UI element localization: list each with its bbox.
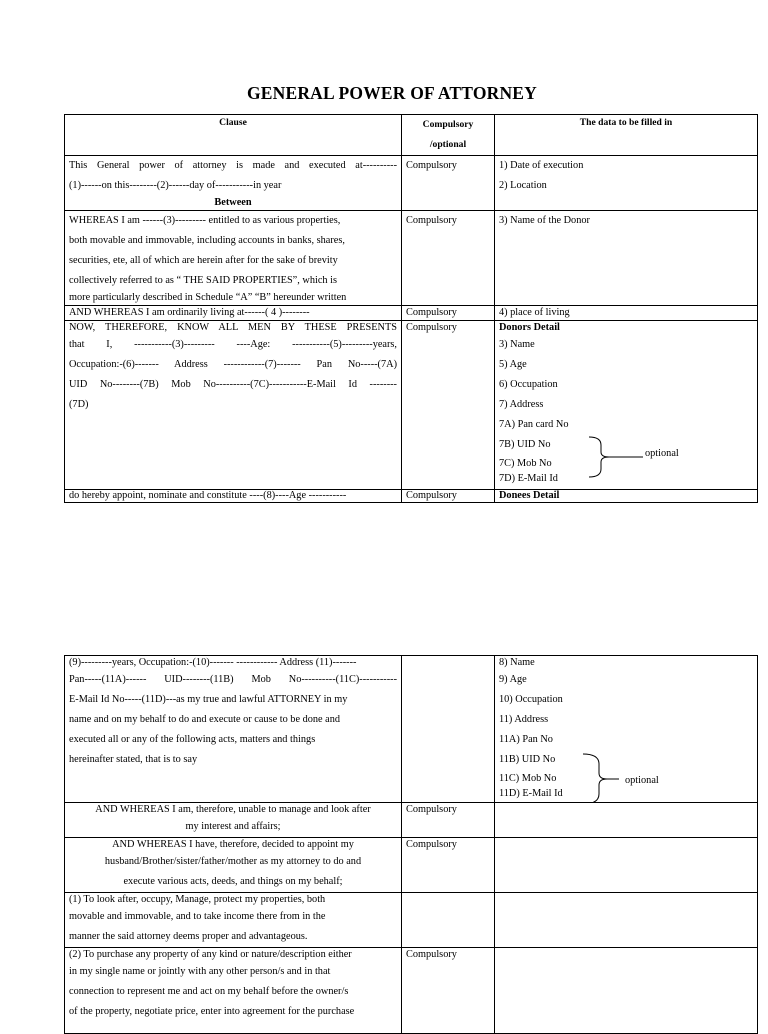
status-text: Compulsory: [406, 804, 457, 815]
data-item: 11) Address: [499, 714, 549, 725]
document-title: GENERAL POWER OF ATTORNEY: [246, 83, 538, 103]
clause-cell: [65, 490, 402, 503]
data-item: 2) Location: [499, 180, 547, 191]
data-item: 11D) E-Mail Id: [499, 788, 563, 799]
data-item: 3) Name of the Donor: [499, 215, 590, 226]
clause-line: that I, -----------(3)--------- ----Age: -----------(5)---------years,: [69, 339, 397, 350]
clause-line: AND WHEREAS I am, therefore, unable to manage and look after: [95, 804, 371, 815]
clause-cell: [65, 803, 402, 838]
header-data-label: The data to be filled in: [579, 117, 673, 128]
clause-line: of the property, negotiate price, enter into agreement for the purchase: [69, 1006, 355, 1017]
status-cell: [402, 156, 495, 211]
clause-cell: [65, 893, 402, 948]
status-text: Compulsory: [406, 215, 457, 226]
clause-line: in my single name or jointly with any other person/s and in that: [69, 966, 331, 977]
data-item: 7C) Mob No: [499, 458, 552, 469]
curly-brace-icon: [581, 752, 621, 803]
table-header-row: [65, 115, 758, 156]
header-compulsory-line1: Compulsory: [422, 119, 474, 130]
header-clause: [65, 115, 402, 156]
donees-detail-heading: Donees Detail: [499, 490, 560, 501]
status-text: Compulsory: [406, 160, 457, 171]
clause-line: AND WHEREAS I have, therefore, decided to appoint my: [112, 839, 354, 850]
header-compulsory: [402, 115, 495, 156]
status-cell: [402, 838, 495, 893]
clause-line: execute various acts, deeds, and things on my behalf;: [123, 876, 343, 887]
table-row: [65, 948, 758, 1034]
clause-line: movable and immovable, and to take income there from in the: [69, 911, 326, 922]
status-cell: [402, 803, 495, 838]
data-item: 4) place of living: [499, 307, 570, 318]
table-row: [65, 321, 758, 490]
clause-cell: [65, 211, 402, 306]
header-clause-label: Clause: [219, 117, 247, 128]
status-cell: [402, 306, 495, 321]
clause-line: UID No--------(7B) Mob No----------(7C)-----------E-Mail Id --------: [69, 379, 397, 390]
data-item: 7D) E-Mail Id: [499, 473, 558, 484]
data-item: 1) Date of execution: [499, 160, 584, 171]
status-cell: [402, 948, 495, 1034]
clause-cell: [65, 948, 402, 1034]
clauses-table-page2: [64, 655, 758, 1034]
data-item: 10) Occupation: [499, 694, 563, 705]
donors-detail-block: [499, 321, 753, 485]
clause-cell: [65, 156, 402, 211]
data-cell: [495, 156, 758, 211]
status-text: Compulsory: [406, 839, 457, 850]
clause-cell: [65, 321, 402, 490]
status-cell: [402, 893, 495, 948]
status-text: Compulsory: [406, 949, 457, 960]
clause-line: WHEREAS I am ------(3)--------- entitled to as various properties,: [69, 215, 341, 226]
clause-line: securities, ete, all of which are herein after for the sake of brevity: [69, 255, 338, 266]
clause-line: more particularly described in Schedule “A” “B” hereunder written: [69, 292, 347, 303]
data-cell: [495, 893, 758, 948]
header-compulsory-line2: /optional: [429, 139, 467, 150]
clause-cell: [65, 838, 402, 893]
table-row: [65, 893, 758, 948]
donees-detail-block: [499, 656, 753, 800]
clause-cell: [65, 656, 402, 803]
data-item: 7B) UID No: [499, 439, 551, 450]
data-item: 11C) Mob No: [499, 773, 557, 784]
data-cell: [495, 948, 758, 1034]
table-row: [65, 306, 758, 321]
clause-line: (1) To look after, occupy, Manage, protect my properties, both: [69, 894, 326, 905]
status-text: Compulsory: [406, 490, 457, 501]
table-row: [65, 838, 758, 893]
data-item: 11B) UID No: [499, 754, 556, 765]
status-text: Compulsory: [406, 322, 457, 333]
clause-line: both movable and immovable, including accounts in banks, shares,: [69, 235, 345, 246]
data-item: 3) Name: [499, 339, 535, 350]
data-item: 7) Address: [499, 399, 544, 410]
table-row: [65, 211, 758, 306]
donors-detail-heading: Donors Detail: [499, 322, 560, 333]
clause-line: AND WHEREAS I am ordinarily living at------( 4 )--------: [69, 307, 310, 318]
table-row: [65, 656, 758, 803]
clause-line: do hereby appoint, nominate and constitute ----(8)----Age -----------: [69, 490, 347, 501]
clause-line: my interest and affairs;: [185, 821, 281, 832]
optional-label: optional: [625, 775, 659, 786]
clause-line: (9)---------years, Occupation:-(10)------- ------------ Address (11)-------: [69, 657, 357, 668]
between-heading: Between: [214, 197, 252, 208]
data-item: 5) Age: [499, 359, 527, 370]
data-item: 8) Name: [499, 657, 535, 668]
status-cell: [402, 490, 495, 503]
data-item: 11A) Pan No: [499, 734, 553, 745]
clause-line: executed all or any of the following acts, matters and things: [69, 734, 316, 745]
clause-line: Occupation:-(6)------- Address ------------(7)------- Pan No-----(7A): [69, 359, 397, 370]
clause-line: husband/Brother/sister/father/mother as my attorney to do and: [104, 856, 362, 867]
clause-line: E-Mail Id No-----(11D)---as my true and lawful ATTORNEY in my: [69, 694, 348, 705]
status-text: Compulsory: [406, 307, 457, 318]
clause-line: NOW, THEREFORE, KNOW ALL MEN BY THESE PRESENTS: [69, 322, 397, 333]
data-cell: [495, 490, 758, 503]
data-cell: [495, 803, 758, 838]
clause-line: (2) To purchase any property of any kind or nature/description either: [69, 949, 352, 960]
curly-brace-icon: [587, 435, 647, 479]
status-cell: [402, 656, 495, 803]
status-cell: [402, 211, 495, 306]
clause-line: This General power of attorney is made and executed at----------: [69, 160, 397, 171]
table-row: [65, 156, 758, 211]
status-cell: [402, 321, 495, 490]
data-cell: [495, 656, 758, 803]
clause-line: Pan-----(11A)------ UID--------(11B) Mob No----------(11C)-----------: [69, 674, 397, 685]
data-cell: [495, 321, 758, 490]
table-row: [65, 803, 758, 838]
clause-line: connection to represent me and act on my behalf before the owner/s: [69, 986, 349, 997]
clause-line: manner the said attorney deems proper and advantageous.: [69, 931, 308, 942]
data-cell: [495, 306, 758, 321]
data-cell: [495, 838, 758, 893]
clauses-table-page1: [64, 114, 758, 503]
clause-line: (7D): [69, 399, 89, 410]
header-data: [495, 115, 758, 156]
clause-line: name and on my behalf to do and execute or cause to be done and: [69, 714, 341, 725]
data-item: 7A) Pan card No: [499, 419, 569, 430]
clause-line: (1)------on this--------(2)------day of-----------in year: [69, 180, 282, 191]
optional-label: optional: [645, 448, 679, 459]
clause-line: collectively referred to as “ THE SAID PROPERTIES”, which is: [69, 275, 337, 286]
data-cell: [495, 211, 758, 306]
clause-line: hereinafter stated, that is to say: [69, 754, 198, 765]
data-item: 9) Age: [499, 674, 527, 685]
data-item: 6) Occupation: [499, 379, 558, 390]
table-row: [65, 490, 758, 503]
clause-cell: [65, 306, 402, 321]
